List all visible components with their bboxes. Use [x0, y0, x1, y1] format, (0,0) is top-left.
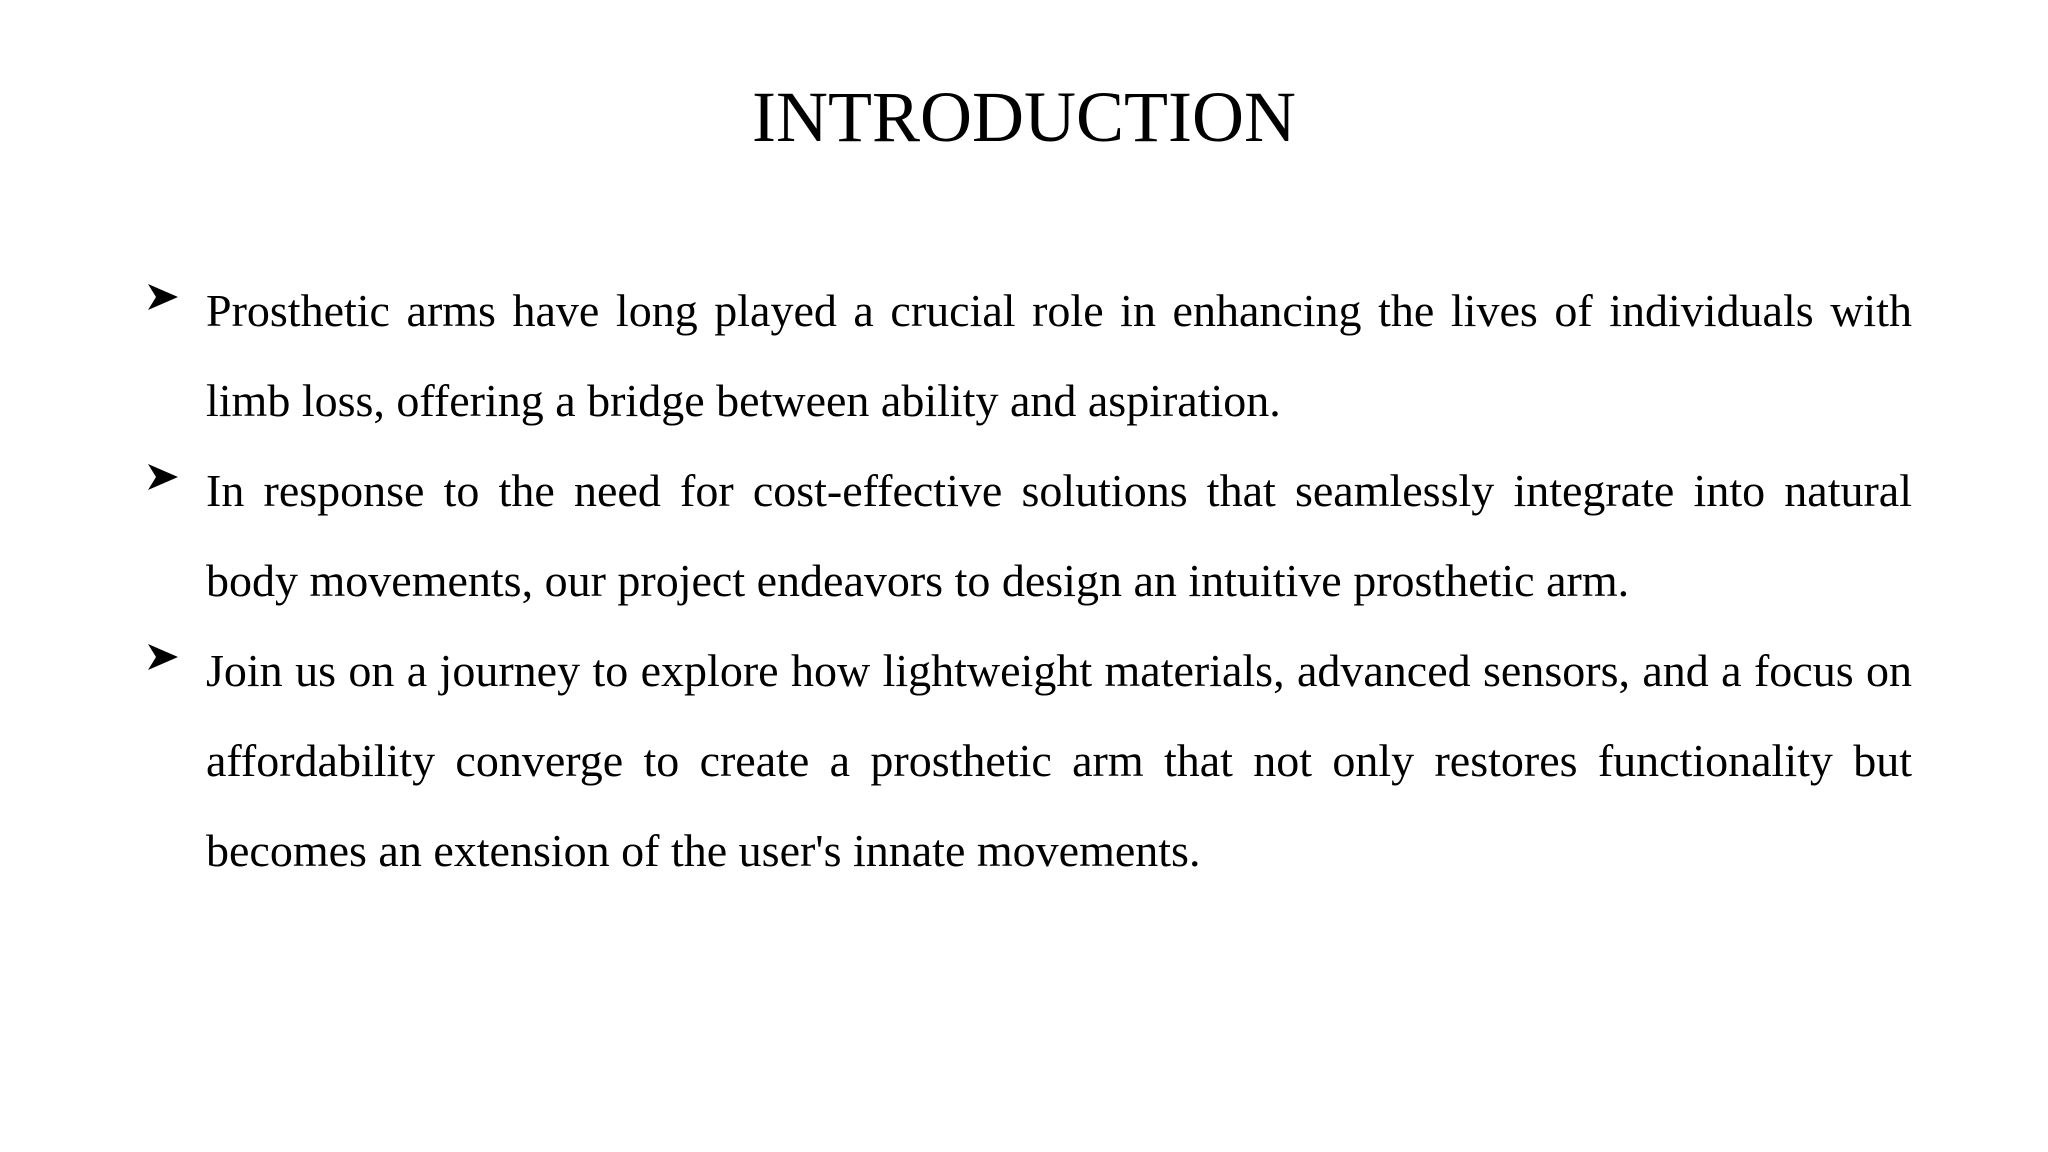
bullet-item: [146, 446, 1912, 626]
bullet-item: [146, 626, 1912, 896]
bullet-text: Join us on a journey to explore how lightweight materials, advanced sensors, and a focus on affordability converge to create a prosthetic arm that not only restores functionality but becomes an extension of the user's innate movements.: [206, 645, 1912, 876]
arrowhead-bullet-icon: [146, 280, 180, 314]
slide-title: INTRODUCTION: [752, 77, 1296, 157]
arrowhead-bullet-icon: [146, 640, 180, 674]
arrowhead-bullet-icon: [146, 460, 180, 494]
bullet-item: [146, 266, 1912, 446]
bullet-list: [146, 266, 1912, 896]
bullet-text: In response to the need for cost-effective solutions that seamlessly integrate into natural body movements, our project endeavors to design an intuitive prosthetic arm.: [206, 465, 1912, 606]
bullet-text: Prosthetic arms have long played a crucial role in enhancing the lives of individuals with limb loss, offering a bridge between ability and aspiration.: [206, 285, 1912, 426]
